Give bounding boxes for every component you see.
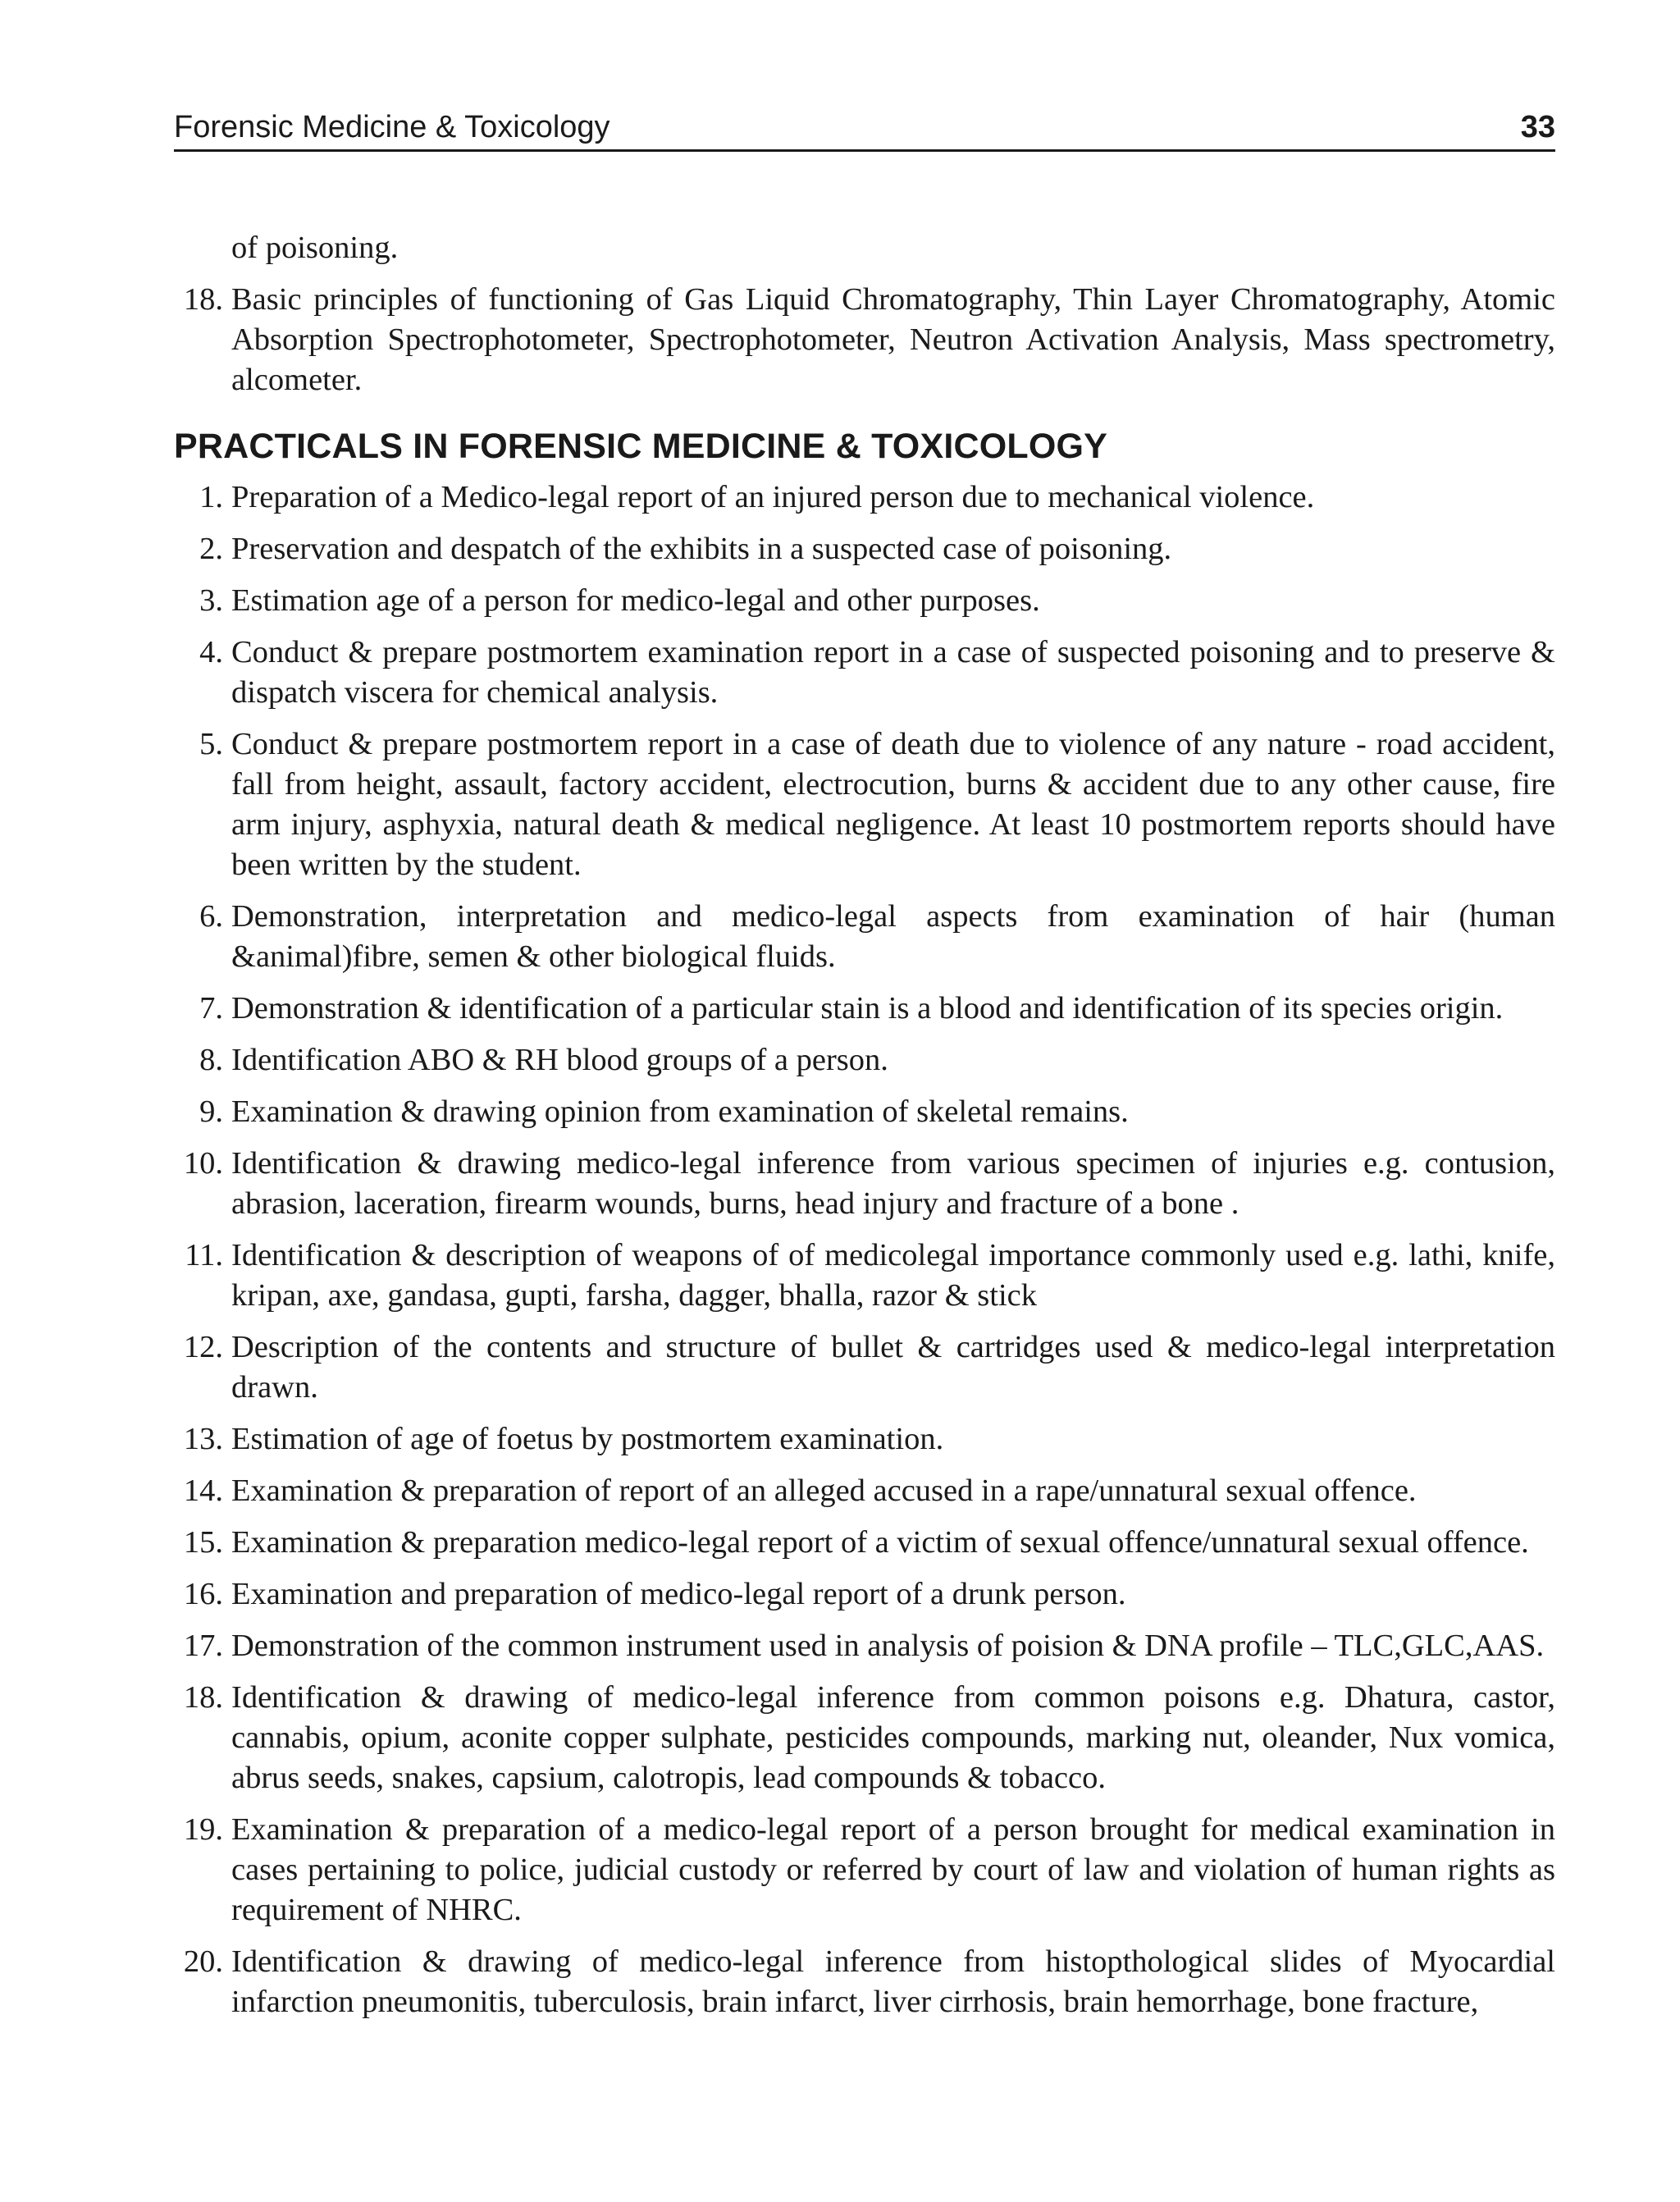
list-item-number: 16. — [183, 1577, 223, 1611]
list-item-number: 20. — [183, 1944, 223, 1979]
list-item — [174, 1040, 1555, 1080]
list-item — [174, 1810, 1555, 1930]
list-item-text: Demonstration & identification of a particular stain is a blood and identification of its species origin. — [231, 991, 1504, 1026]
list-item-number: 14. — [183, 1473, 223, 1508]
list-item-number: 15. — [183, 1525, 223, 1560]
list-item — [174, 1092, 1555, 1132]
list-item — [174, 1471, 1555, 1511]
running-header — [174, 110, 1555, 152]
list-item — [174, 1626, 1555, 1666]
list-item — [174, 477, 1555, 518]
page-content — [174, 228, 1555, 2034]
list-item — [174, 1419, 1555, 1460]
list-item-text: Preservation and despatch of the exhibits in a suspected case of poisoning. — [231, 532, 1172, 566]
list-item-number: 10. — [183, 1146, 223, 1181]
list-item — [174, 1236, 1555, 1316]
list-item-number: 13. — [183, 1422, 223, 1456]
list-item-number: 12. — [183, 1330, 223, 1364]
list-item-number: 6. — [199, 899, 223, 934]
list-item-text: Examination & preparation of a medico-legal report of a person brought for medical examination in cases pertaining to police, judicial custody or referred by court of law and violation of human rights as requirement of NHRC. — [231, 1812, 1555, 1927]
list-item-text: Demonstration, interpretation and medico-legal aspects from examination of hair (human &animal)fibre, semen & other biological fluids. — [231, 899, 1555, 974]
list-item-text: Examination & preparation of report of an alleged accused in a rape/unnatural sexual offence. — [231, 1473, 1417, 1508]
list-item — [174, 280, 1555, 400]
list-item — [174, 1523, 1555, 1563]
list-item — [174, 529, 1555, 569]
list-item-number: 9. — [199, 1094, 223, 1129]
list-item — [174, 1574, 1555, 1615]
page-number: 33 — [1520, 110, 1555, 144]
list-item-number: 4. — [199, 635, 223, 669]
list-item — [174, 989, 1555, 1029]
list-item — [174, 1327, 1555, 1408]
list-item-number: 8. — [199, 1043, 223, 1077]
list-item-text: Conduct & prepare postmortem examination report in a case of suspected poisoning and to preserve & dispatch viscera for chemical analysis. — [231, 635, 1555, 710]
list-item-text: Basic principles of functioning of Gas Liquid Chromatography, Thin Layer Chromatography, Atomic Absorption Spectrophotometer, Spectrophotometer, Neutron Activation Analysis, Mass spectrometry, alcometer. — [231, 282, 1555, 397]
list-item-number: 17. — [183, 1629, 223, 1663]
practicals-list — [174, 477, 1555, 2022]
section-heading: PRACTICALS IN FORENSIC MEDICINE & TOXICOLOGY — [174, 427, 1108, 466]
list-item-text: Identification & drawing medico-legal inference from various specimen of injuries e.g. contusion, abrasion, laceration, firearm wounds, burns, head injury and fracture of a bone . — [231, 1146, 1555, 1221]
list-item — [174, 1942, 1555, 2022]
list-item-text: Identification ABO & RH blood groups of a person. — [231, 1043, 888, 1077]
list-item-text: Identification & description of weapons of of medicolegal importance commonly used e.g. lathi, knife, kripan, axe, gandasa, gupti, farsha, dagger, bhalla, razor & stick — [231, 1238, 1555, 1313]
list-item-number: 18. — [183, 282, 223, 317]
list-item — [174, 724, 1555, 885]
list-item — [174, 897, 1555, 977]
previous-list — [174, 280, 1555, 400]
list-item-text: Estimation of age of foetus by postmortem examination. — [231, 1422, 944, 1456]
list-item-number: 3. — [199, 583, 223, 618]
list-item-text: Examination & preparation medico-legal report of a victim of sexual offence/unnatural sexual offence. — [231, 1525, 1529, 1560]
continued-text: of poisoning. — [231, 231, 399, 265]
list-item-text: Identification & drawing of medico-legal inference from common poisons e.g. Dhatura, castor, cannabis, opium, aconite copper sulphate, pesticides compounds, marking nut, oleander, Nux vomica, abrus seeds, snakes, capsium, calotropis, lead compounds & tobacco. — [231, 1680, 1555, 1795]
list-item — [174, 633, 1555, 713]
list-item-number: 5. — [199, 727, 223, 761]
list-item-text: Demonstration of the common instrument used in analysis of poision & DNA profile – TLC,GLC,AAS. — [231, 1629, 1545, 1663]
list-item-text: Description of the contents and structure of bullet & cartridges used & medico-legal interpretation drawn. — [231, 1330, 1555, 1405]
list-item-text: Examination & drawing opinion from examination of skeletal remains. — [231, 1094, 1129, 1129]
list-item-number: 19. — [183, 1812, 223, 1847]
book-title: Forensic Medicine & Toxicology — [174, 110, 610, 144]
list-item — [174, 1144, 1555, 1224]
list-item-number: 7. — [199, 991, 223, 1026]
list-item-text: Identification & drawing of medico-legal inference from histopthological slides of Myocardial infarction pneumonitis, tuberculosis, brain infarct, liver cirrhosis, brain hemorrhage, bone fracture, — [231, 1944, 1555, 2019]
list-item — [174, 581, 1555, 621]
list-item-text: Preparation of a Medico-legal report of an injured person due to mechanical violence. — [231, 480, 1315, 514]
list-item-number: 1. — [199, 480, 223, 514]
list-item-number: 11. — [185, 1238, 223, 1272]
list-item-text: Conduct & prepare postmortem report in a case of death due to violence of any nature - road accident, fall from height, assault, factory accident, electrocution, burns & accident due to any other cause, fire arm injury, asphyxia, natural death & medical negligence. At least 10 postmortem reports should have been written by the student. — [231, 727, 1555, 882]
list-item-number: 18. — [183, 1680, 223, 1715]
list-item-number: 2. — [199, 532, 223, 566]
list-item-text: Examination and preparation of medico-legal report of a drunk person. — [231, 1577, 1126, 1611]
list-item-text: Estimation age of a person for medico-legal and other purposes. — [231, 583, 1040, 618]
list-item — [174, 1678, 1555, 1798]
